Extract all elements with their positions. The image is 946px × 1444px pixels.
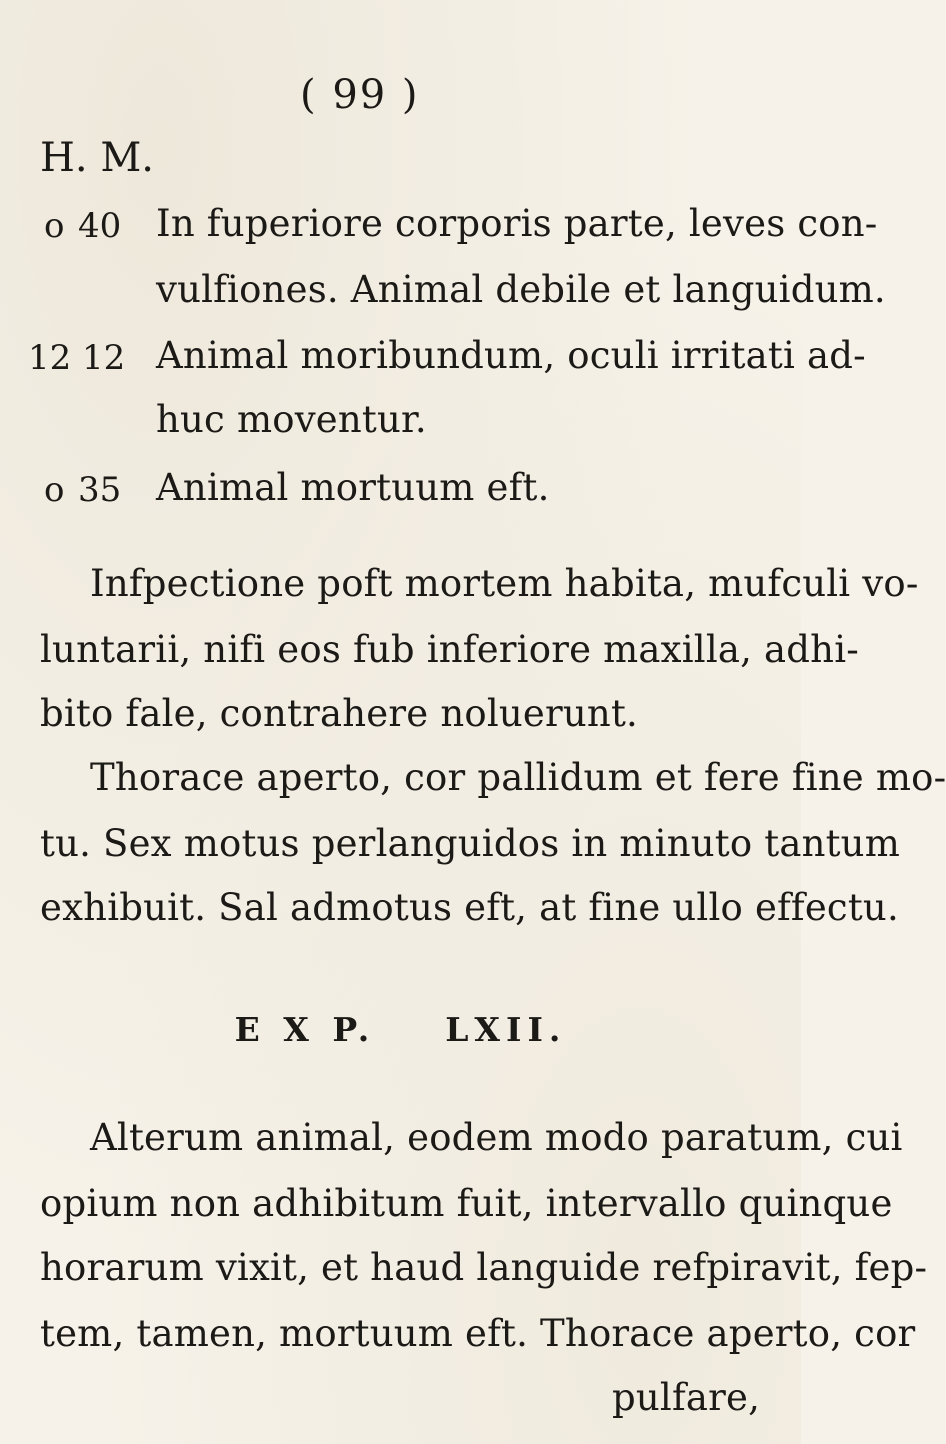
entry-text-line: vulfiones. Animal debile et languidum. — [156, 268, 886, 311]
paragraph-line: bito fale, contrahere noluerunt. — [40, 692, 638, 735]
paragraph-line: Thorace aperto, cor pallidum et fere fine mo- — [90, 756, 946, 799]
paragraph-line: horarum vixit, et haud languide refpiravit, fep- — [40, 1246, 928, 1289]
page-number: ( 99 ) — [300, 72, 420, 118]
catchword: pulfare, — [612, 1376, 761, 1419]
entry-minute: 35 — [78, 470, 122, 510]
entry-hour: o — [44, 206, 65, 246]
entry-text-line: Animal mortuum eft. — [156, 466, 550, 509]
paragraph-line: Infpectione poft mortem habita, mufculi vo- — [90, 562, 919, 605]
experiment-label: E X P. — [234, 1010, 376, 1049]
entry-hour: 12 — [28, 338, 72, 378]
entry-text-line: In fuperiore corporis parte, leves con- — [156, 202, 878, 245]
paragraph-line: tem, tamen, mortuum eft. Thorace aperto, cor — [40, 1312, 916, 1355]
entry-text-line: huc moventur. — [156, 398, 427, 441]
entry-hour: o — [44, 470, 65, 510]
experiment-heading — [0, 1010, 801, 1049]
experiment-number: LXII. — [445, 1010, 567, 1049]
paragraph-line: tu. Sex motus perlanguidos in minuto tantum — [40, 822, 900, 865]
paragraph-line: exhibuit. Sal admotus eft, at fine ullo effectu. — [40, 886, 899, 929]
entry-text-line: Animal moribundum, oculi irritati ad- — [156, 334, 866, 377]
column-header-h-m: H. M. — [40, 135, 154, 181]
paragraph-line: Alterum animal, eodem modo paratum, cui — [90, 1116, 903, 1159]
entry-minute: 12 — [82, 338, 126, 378]
paragraph-line: opium non adhibitum fuit, intervallo quinque — [40, 1182, 893, 1225]
entry-minute: 40 — [78, 206, 122, 246]
paragraph-line: luntarii, nifi eos fub inferiore maxilla, adhi- — [40, 628, 859, 671]
